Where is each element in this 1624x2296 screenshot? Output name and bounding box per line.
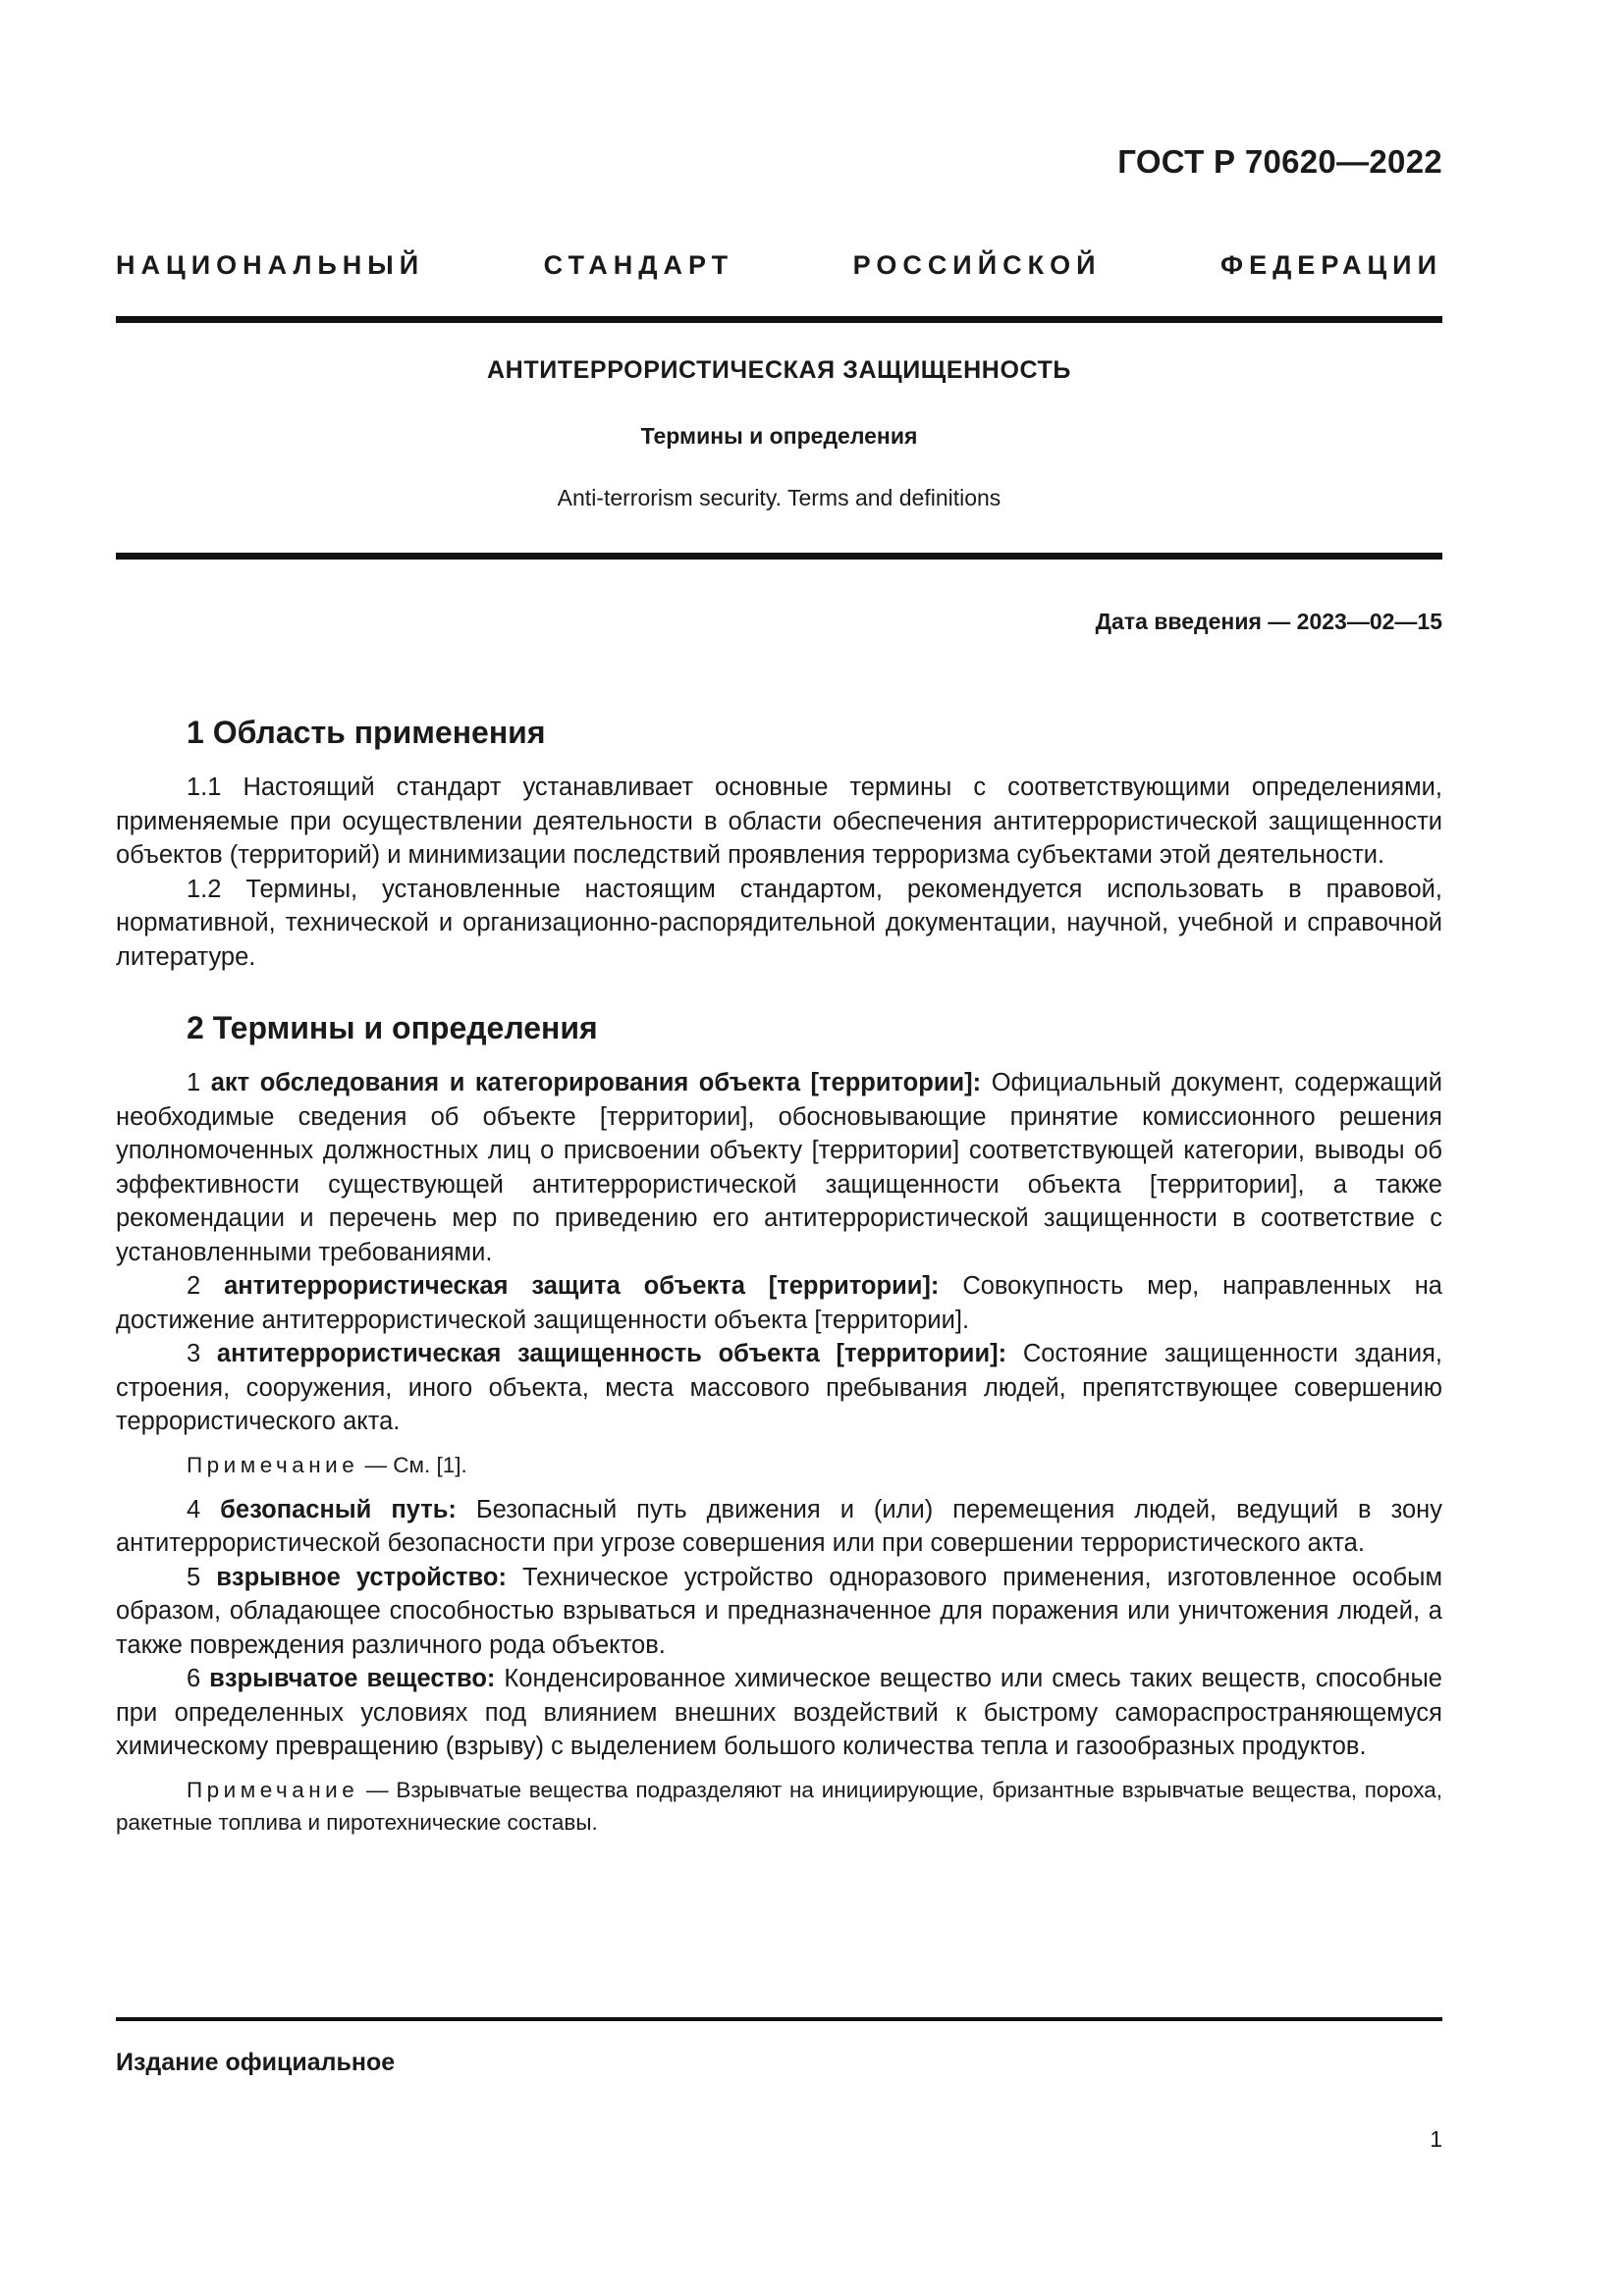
section-1-heading: 1 Область применения (187, 715, 546, 750)
section-2-heading: 2 Термины и определения (187, 1010, 598, 1045)
term-definition: Техническое устройство одноразового применения, изготовленное особым образом, обладающее способностью взрываться и предназначенное для поражения или уничтожения людей, а также повреждения различного рода объектов. (116, 1563, 1442, 1659)
term-definition: Состояние защищенности здания, строения, сооружения, иного объекта, места массового пребывания людей, препятствующее совершению террористического акта. (116, 1340, 1442, 1435)
term-name: акт обследования и категорирования объекта [территории]: (210, 1069, 982, 1096)
english-title: Anti-terrorism security. Terms and definitions (557, 485, 1001, 510)
term-entry-5 (116, 1561, 1442, 1663)
standard-title: АНТИТЕРРОРИСТИЧЕСКАЯ ЗАЩИЩЕННОСТЬ (487, 356, 1071, 384)
note-1 (116, 1449, 1442, 1481)
page-number: 1 (1430, 2126, 1442, 2152)
title-divider (116, 553, 1442, 560)
section-1-paragraph-2: 1.2 Термины, установленные настоящим стандартом, рекомендуется использовать в правовой, нормативной, технической и организационно-распорядительной документации, научной, учебной и справочной литературе. (116, 875, 1442, 971)
term-number: 6 (187, 1665, 201, 1692)
term-number: 2 (187, 1272, 201, 1300)
term-definition: Конденсированное химическое вещество или смесь таких веществ, способные при определенных условиях под влиянием внешних воздействий к быстрому самораспространяющемуся химическому превращению (взрыву) с выделением большого количества тепла и газообразных продуктов. (116, 1665, 1442, 1760)
note-2 (116, 1774, 1442, 1839)
term-definition: Безопасный путь движения и (или) перемещения людей, ведущий в зону антитеррористической безопасности при угрозе совершения или при совершении террористического акта. (116, 1495, 1442, 1557)
note-label: Примечание (187, 1777, 359, 1802)
national-standard-heading: НАЦИОНАЛЬНЫЙ СТАНДАРТ РОССИЙСКОЙ ФЕДЕРАЦИИ (116, 250, 1442, 280)
term-name: безопасный путь: (220, 1495, 457, 1523)
official-edition-label: Издание официальное (116, 2049, 396, 2076)
introduction-date: Дата введения — 2023—02—15 (1095, 609, 1442, 634)
term-entry-2 (116, 1269, 1442, 1337)
note-text: — Взрывчатые вещества подразделяют на инициирующие, бризантные взрывчатые вещества, пороха, ракетные топлива и пиротехнические составы. (116, 1777, 1442, 1835)
term-entry-1 (116, 1066, 1442, 1269)
term-entry-6 (116, 1662, 1442, 1764)
top-divider (116, 316, 1442, 323)
term-number: 1 (187, 1069, 201, 1096)
term-number: 3 (187, 1340, 201, 1367)
note-text: — См. [1]. (358, 1452, 467, 1477)
term-entry-3 (116, 1337, 1442, 1439)
note-label: Примечание (187, 1452, 359, 1477)
section-1-paragraph-1: 1.1 Настоящий стандарт устанавливает основные термины с соответствующими определениями, применяемые при осуществлении деятельности в области обеспечения антитеррористической защищенности объектов (территорий) и минимизации последствий проявления терроризма субъектами этой деятельности. (116, 774, 1442, 869)
term-number: 4 (187, 1495, 201, 1523)
term-name: взрывное устройство: (216, 1563, 507, 1591)
term-number: 5 (187, 1563, 201, 1591)
term-name: взрывчатое вещество: (209, 1665, 496, 1692)
term-definition: Официальный документ, содержащий необходимые сведения об объекте [территории], обосновывающие принятие комиссионного решения уполномоченных должностных лиц о присвоении объекту [территории] соответствующей категории, выводы об эффективности существующей антитеррористической защищенности объекта [территории], а также рекомендации и перечень мер по приведению его антитеррористической защищенности в соответствие с установленными требованиями. (116, 1069, 1443, 1266)
document-code: ГОСТ Р 70620—2022 (1117, 143, 1442, 180)
term-definition: Совокупность мер, направленных на достижение антитеррористической защищенности объекта [территории]. (116, 1272, 1442, 1334)
term-name: антитеррористическая защита объекта [территории]: (224, 1272, 940, 1300)
standard-subtitle: Термины и определения (640, 423, 918, 449)
document-body (116, 712, 1442, 1850)
term-name: антитеррористическая защищенность объекта [территории]: (216, 1340, 1007, 1367)
term-entry-4 (116, 1493, 1442, 1561)
footer-divider (116, 2017, 1442, 2021)
